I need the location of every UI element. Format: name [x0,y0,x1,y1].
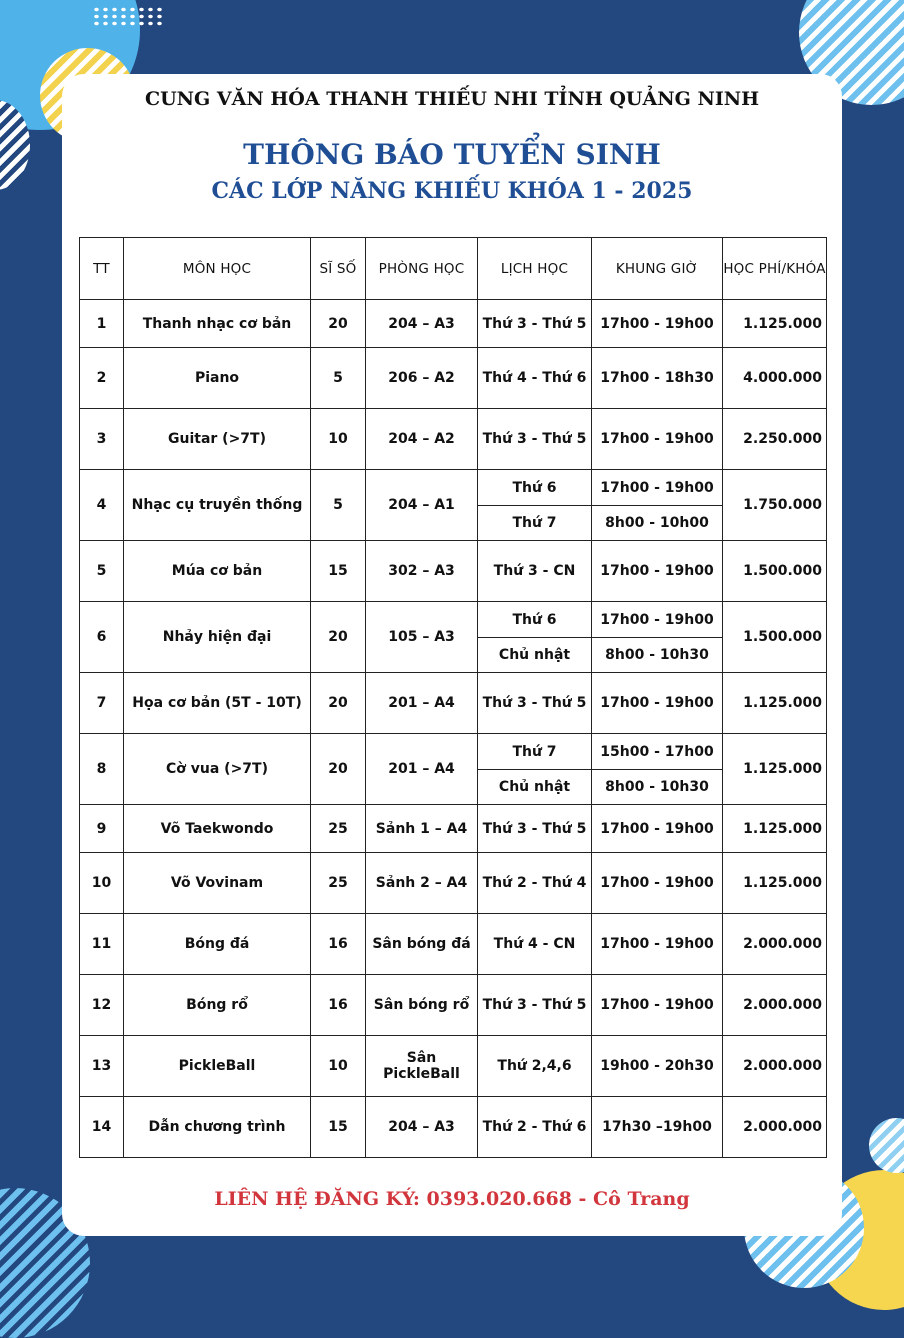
time-slot: 17h00 - 19h00 [592,602,723,638]
time-slot: 19h00 - 20h30 [592,1036,723,1097]
room: 105 – A3 [366,602,478,673]
table-row [80,1036,827,1097]
subject-name: PickleBall [124,1036,311,1097]
row-number: 14 [80,1097,124,1158]
row-number: 9 [80,805,124,853]
class-size: 16 [311,975,366,1036]
table-row [80,602,827,638]
time-slot: 8h00 - 10h30 [592,770,723,805]
room: 204 – A3 [366,300,478,348]
dot-grid-decoration [92,6,164,28]
row-number: 13 [80,1036,124,1097]
time-slot: 17h00 - 19h00 [592,409,723,470]
tuition-fee: 1.125.000 [723,300,827,348]
table-header-row [80,238,827,300]
table-row [80,673,827,734]
time-slot: 17h00 - 19h00 [592,914,723,975]
schedule-day: Thứ 4 - Thứ 6 [478,348,592,409]
row-number: 10 [80,853,124,914]
col-header-schedule: LỊCH HỌC [478,238,592,300]
schedule-day: Thứ 3 - Thứ 5 [478,673,592,734]
time-slot: 17h00 - 19h00 [592,853,723,914]
tuition-fee: 4.000.000 [723,348,827,409]
room: 206 – A2 [366,348,478,409]
time-slot: 17h00 - 19h00 [592,673,723,734]
class-size: 10 [311,1036,366,1097]
time-slot: 17h00 - 19h00 [592,541,723,602]
subject-name: Thanh nhạc cơ bản [124,300,311,348]
page-title: THÔNG BÁO TUYỂN SINH [243,138,661,171]
room: Sân PickleBall [366,1036,478,1097]
table-row [80,853,827,914]
tuition-fee: 2.250.000 [723,409,827,470]
tuition-fee: 1.500.000 [723,541,827,602]
time-slot: 17h30 –19h00 [592,1097,723,1158]
subject-name: Võ Vovinam [124,853,311,914]
time-slot: 17h00 - 19h00 [592,805,723,853]
row-number: 11 [80,914,124,975]
room: 302 – A3 [366,541,478,602]
class-size: 16 [311,914,366,975]
class-size: 15 [311,541,366,602]
schedule-day: Thứ 3 - Thứ 5 [478,975,592,1036]
subject-name: Bóng rổ [124,975,311,1036]
schedule-day: Thứ 3 - Thứ 5 [478,409,592,470]
tuition-fee: 1.750.000 [723,470,827,541]
table-row [80,734,827,770]
subject-name: Bóng đá [124,914,311,975]
tuition-fee: 1.500.000 [723,602,827,673]
tuition-fee: 2.000.000 [723,1097,827,1158]
subject-name: Cờ vua (>7T) [124,734,311,805]
tuition-fee: 2.000.000 [723,1036,827,1097]
time-slot: 8h00 - 10h00 [592,506,723,541]
col-header-fee: HỌC PHÍ/KHÓA [723,238,827,300]
room: Sân bóng đá [366,914,478,975]
room: Sảnh 1 – A4 [366,805,478,853]
table-row [80,1097,827,1158]
room: 204 – A2 [366,409,478,470]
schedule-day: Thứ 6 [478,470,592,506]
class-size: 20 [311,734,366,805]
table-row [80,914,827,975]
subject-name: Họa cơ bản (5T - 10T) [124,673,311,734]
row-number: 12 [80,975,124,1036]
subject-name: Guitar (>7T) [124,409,311,470]
tuition-fee: 1.125.000 [723,853,827,914]
subject-name: Piano [124,348,311,409]
schedule-day: Thứ 2,4,6 [478,1036,592,1097]
subject-name: Nhạc cụ truyền thống [124,470,311,541]
room: Sảnh 2 – A4 [366,853,478,914]
subject-name: Múa cơ bản [124,541,311,602]
table-row [80,300,827,348]
tuition-fee: 2.000.000 [723,975,827,1036]
subject-name: Dẫn chương trình [124,1097,311,1158]
tuition-fee: 1.125.000 [723,673,827,734]
schedule-day: Thứ 6 [478,602,592,638]
row-number: 7 [80,673,124,734]
class-size: 10 [311,409,366,470]
schedule-day: Thứ 4 - CN [478,914,592,975]
room: 201 – A4 [366,673,478,734]
room: 201 – A4 [366,734,478,805]
class-size: 5 [311,348,366,409]
col-header-tt: TT [80,238,124,300]
contact-info: LIÊN HỆ ĐĂNG KÝ: 0393.020.668 - Cô Trang [214,1188,690,1210]
col-header-subject: MÔN HỌC [124,238,311,300]
table-row [80,409,827,470]
organization-name: CUNG VĂN HÓA THANH THIẾU NHI TỈNH QUẢNG NINH [144,88,760,110]
schedule-day: Thứ 7 [478,506,592,541]
table-row [80,805,827,853]
time-slot: 8h00 - 10h30 [592,638,723,673]
table-row [80,470,827,506]
schedule-day: Thứ 7 [478,734,592,770]
schedule-day: Thứ 3 - CN [478,541,592,602]
schedule-day: Thứ 2 - Thứ 4 [478,853,592,914]
class-size: 20 [311,602,366,673]
subject-name: Võ Taekwondo [124,805,311,853]
class-size: 25 [311,853,366,914]
class-size: 5 [311,470,366,541]
time-slot: 17h00 - 19h00 [592,300,723,348]
schedule-day: Thứ 3 - Thứ 5 [478,300,592,348]
row-number: 2 [80,348,124,409]
row-number: 6 [80,602,124,673]
time-slot: 17h00 - 19h00 [592,975,723,1036]
class-size: 20 [311,300,366,348]
schedule-day: Chủ nhật [478,638,592,673]
room: 204 – A1 [366,470,478,541]
subject-name: Nhảy hiện đại [124,602,311,673]
schedule-day: Thứ 2 - Thứ 6 [478,1097,592,1158]
tuition-fee: 1.125.000 [723,805,827,853]
tuition-fee: 2.000.000 [723,914,827,975]
table-row [80,975,827,1036]
class-size: 20 [311,673,366,734]
schedule-day: Thứ 3 - Thứ 5 [478,805,592,853]
time-slot: 17h00 - 18h30 [592,348,723,409]
col-header-size: SĨ SỐ [311,238,366,300]
class-size: 25 [311,805,366,853]
row-number: 5 [80,541,124,602]
row-number: 1 [80,300,124,348]
col-header-time: KHUNG GIỜ [592,238,723,300]
room: Sân bóng rổ [366,975,478,1036]
table-row [80,348,827,409]
row-number: 3 [80,409,124,470]
class-size: 15 [311,1097,366,1158]
table-row [80,541,827,602]
table-body [80,300,827,1158]
col-header-room: PHÒNG HỌC [366,238,478,300]
corner-decoration-striped-circle [869,1118,904,1173]
class-schedule-table [79,237,827,1158]
tuition-fee: 1.125.000 [723,734,827,805]
row-number: 8 [80,734,124,805]
page-subtitle: CÁC LỚP NĂNG KHIẾU KHÓA 1 - 2025 [211,178,693,204]
row-number: 4 [80,470,124,541]
schedule-day: Chủ nhật [478,770,592,805]
time-slot: 17h00 - 19h00 [592,470,723,506]
room: 204 – A3 [366,1097,478,1158]
time-slot: 15h00 - 17h00 [592,734,723,770]
